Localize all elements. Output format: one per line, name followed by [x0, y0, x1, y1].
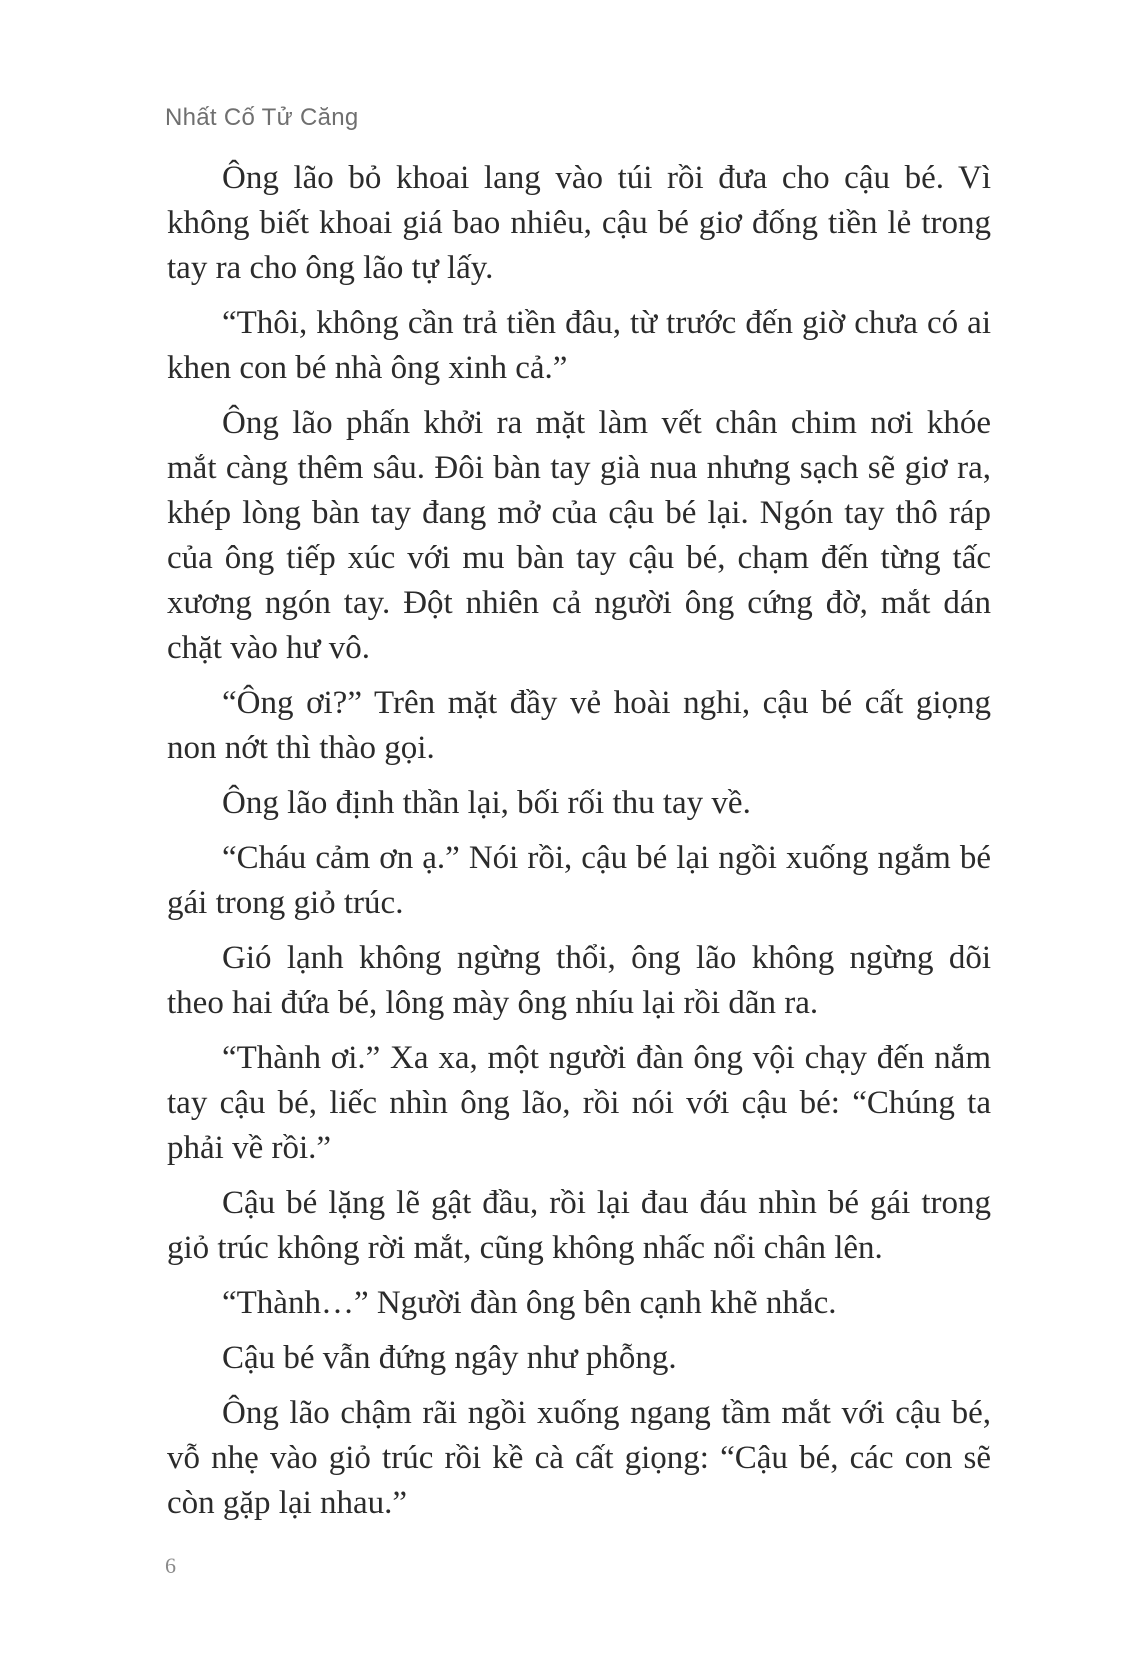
body-text: [167, 156, 991, 1536]
paragraph: Cậu bé lặng lẽ gật đầu, rồi lại đau đáu nhìn bé gái trong giỏ trúc không rời mắt, cũng không nhấc nổi chân lên.: [167, 1185, 991, 1266]
paragraph: Ông lão chậm rãi ngồi xuống ngang tầm mắt với cậu bé, vỗ nhẹ vào giỏ trúc rồi kề cà cất giọng: “Cậu bé, các con sẽ còn gặp lại nhau.”: [167, 1395, 991, 1521]
paragraph: Ông lão bỏ khoai lang vào túi rồi đưa cho cậu bé. Vì không biết khoai giá bao nhiêu, cậu bé giơ đống tiền lẻ trong tay ra cho ông lão tự lấy.: [167, 160, 991, 286]
paragraph: “Cháu cảm ơn ạ.” Nói rồi, cậu bé lại ngồi xuống ngắm bé gái trong giỏ trúc.: [167, 840, 991, 921]
page-number: 6: [165, 1553, 176, 1578]
paragraph: Gió lạnh không ngừng thổi, ông lão không ngừng dõi theo hai đứa bé, lông mày ông nhíu lại rồi dãn ra.: [167, 940, 991, 1021]
paragraph: “Ông ơi?” Trên mặt đầy vẻ hoài nghi, cậu bé cất giọng non nớt thì thào gọi.: [167, 685, 991, 766]
paragraph: Cậu bé vẫn đứng ngây như phỗng.: [222, 1340, 677, 1376]
paragraph: Ông lão định thần lại, bối rối thu tay về.: [222, 785, 751, 821]
paragraph: “Thành…” Người đàn ông bên cạnh khẽ nhắc.: [222, 1285, 837, 1321]
paragraph: “Thành ơi.” Xa xa, một người đàn ông vội chạy đến nắm tay cậu bé, liếc nhìn ông lão, rồi nói với cậu bé: “Chúng ta phải về rồi.”: [167, 1040, 991, 1166]
paragraph: “Thôi, không cần trả tiền đâu, từ trước đến giờ chưa có ai khen con bé nhà ông xinh cả.”: [167, 305, 991, 386]
running-header: Nhất Cố Tử Căng: [165, 104, 359, 131]
paragraph: Ông lão phấn khởi ra mặt làm vết chân chim nơi khóe mắt càng thêm sâu. Đôi bàn tay già nua nhưng sạch sẽ giơ ra, khép lòng bàn tay đang mở của cậu bé lại. Ngón tay thô ráp của ông tiếp xúc với mu bàn tay cậu bé, chạm đến từng tấc xương ngón tay. Đột nhiên cả người ông cứng đờ, mắt dán chặt vào hư vô.: [167, 405, 991, 666]
